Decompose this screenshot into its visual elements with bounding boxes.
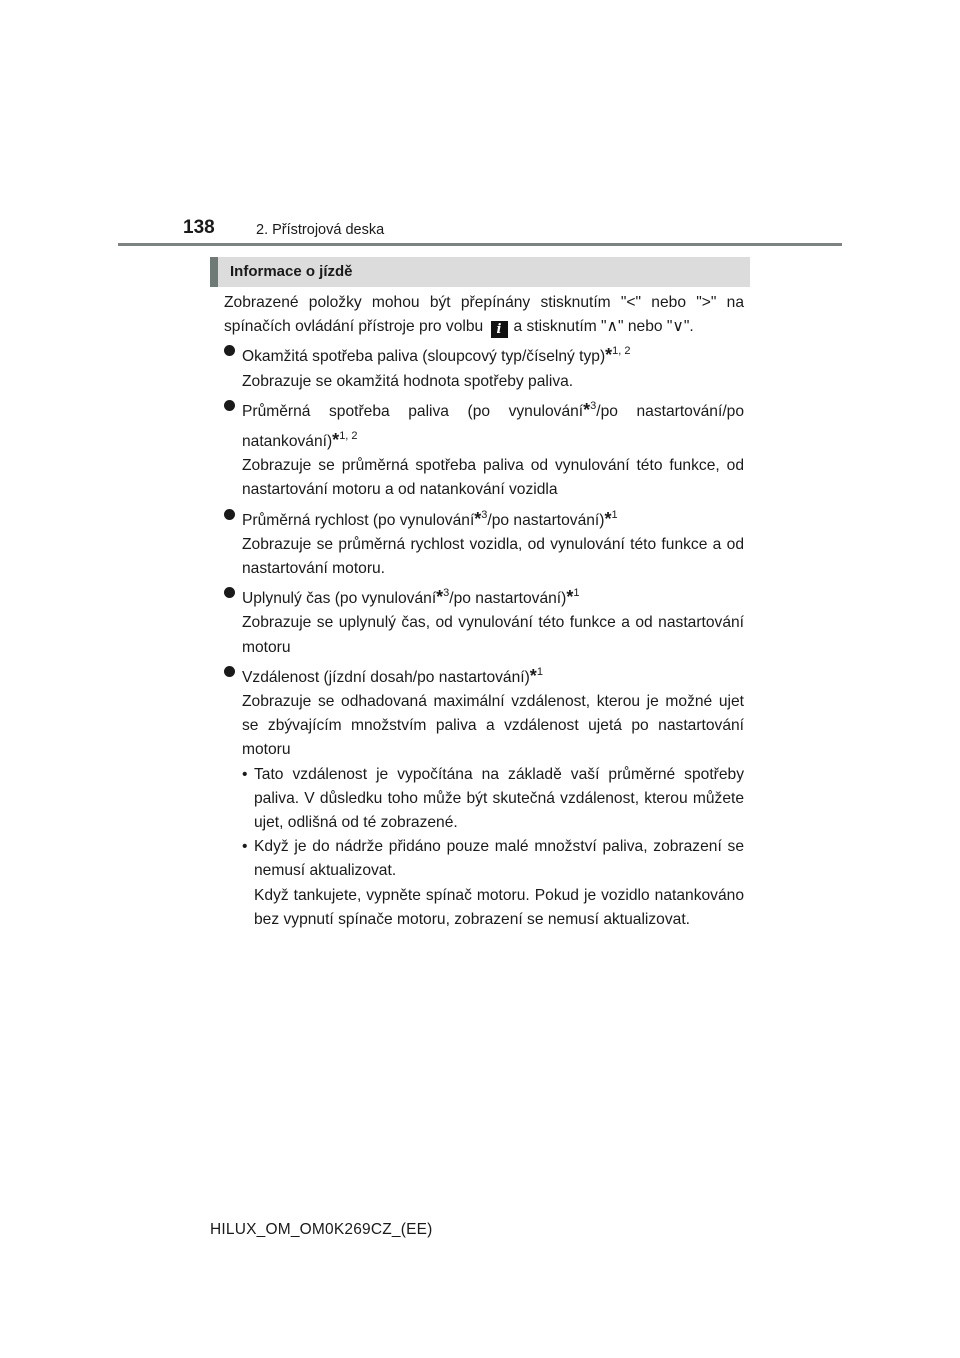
bullet-icon xyxy=(224,400,235,411)
sub-note xyxy=(224,763,744,836)
footnote-ref: 3 xyxy=(590,399,597,412)
header-rule xyxy=(118,243,842,246)
intro-text-start: Zobrazené položky mohou být přepínány stisknutím "<" nebo ">" na spínačích ovládání přístroje pro volbu xyxy=(224,294,744,336)
list-item-title xyxy=(224,503,744,533)
footnote-star: * xyxy=(332,430,340,451)
content xyxy=(224,291,744,932)
chapter-title: 2. Přístrojová deska xyxy=(256,222,385,238)
section-heading-box xyxy=(210,257,750,287)
footnote-ref: 1 xyxy=(573,587,580,600)
intro-text-end: a stisknutím "∧" nebo "∨". xyxy=(513,318,694,336)
item-title-text: Okamžitá spotřeba paliva (sloupcový typ/číselný typ) xyxy=(242,348,606,366)
footnote-star: * xyxy=(529,665,537,686)
list-item-description: Zobrazuje se uplynulý čas, od vynulování této funkce a od nastartování motoru xyxy=(242,614,744,656)
footnote-ref: 1, 2 xyxy=(339,430,358,443)
list-item-description: Zobrazuje se odhadovaná maximální vzdálenost, kterou je možné ujet se zbývajícím množstvím paliva a vzdálenost ujetá po nastartování motoru xyxy=(242,693,744,759)
list-item-title xyxy=(224,581,744,611)
item-title-text: Průměrná rychlost (po vynulování xyxy=(242,511,475,529)
footnote-ref: 1, 2 xyxy=(612,345,631,358)
footer-code: HILUX_OM_OM0K269CZ_(EE) xyxy=(210,1221,433,1238)
list-item-title xyxy=(224,660,744,690)
footnote-star: * xyxy=(436,587,444,608)
section-title: Informace o jízdě xyxy=(230,263,353,280)
info-icon: i xyxy=(491,321,508,338)
bullet-icon xyxy=(224,666,235,677)
bullet-icon xyxy=(224,587,235,598)
bullet-icon xyxy=(224,509,235,520)
item-title-text: /po nastartování) xyxy=(449,590,567,608)
footnote-star: * xyxy=(605,345,613,366)
item-title-text: /po nastartování/po natankování) xyxy=(242,402,744,451)
sub-bullet: • xyxy=(242,838,248,856)
footnote-ref: 1 xyxy=(611,508,618,521)
bullet-icon xyxy=(224,345,235,356)
item-title-text: /po nastartování) xyxy=(487,511,605,529)
sub-bullet: • xyxy=(242,765,248,783)
list-item-description: Zobrazuje se průměrná spotřeba paliva od vynulování této funkce, od nastartování motoru a od natankování vozidla xyxy=(242,457,744,499)
list-item-description: Zobrazuje se okamžitá hodnota spotřeby paliva. xyxy=(242,372,574,390)
footnote-star: * xyxy=(566,587,574,608)
list-item-title xyxy=(224,339,744,369)
sub-note xyxy=(224,835,744,883)
list-item-description: Zobrazuje se průměrná rychlost vozidla, od vynulování této funkce a od nastartování motoru. xyxy=(242,535,744,578)
footnote-star: * xyxy=(474,508,482,529)
sub-note-continuation: Když tankujete, vypněte spínač motoru. Pokud je vozidlo natankováno bez vypnutí spínače motoru, zobrazení se nemusí aktualizovat. xyxy=(254,886,744,928)
list-item-title xyxy=(224,394,744,454)
intro-paragraph xyxy=(224,291,744,339)
footnote-ref: 1 xyxy=(536,665,543,678)
footnote-star: * xyxy=(583,399,591,420)
item-title-text: Průměrná spotřeba paliva (po vynulování xyxy=(242,402,584,420)
footnote-ref: 3 xyxy=(481,508,488,521)
item-title-text: Vzdálenost (jízdní dosah/po nastartování) xyxy=(242,668,530,686)
sub-note-text: Když je do nádrže přidáno pouze malé množství paliva, zobrazení se nemusí aktualizovat. xyxy=(254,838,744,880)
footnote-star: * xyxy=(604,508,612,529)
sub-note-text: Tato vzdálenost je vypočítána na základě vaší průměrné spotřeby paliva. V důsledku toho může být skutečná vzdálenost, kterou můžete ujet, odlišná od té zobrazené. xyxy=(254,765,744,832)
footnote-ref: 3 xyxy=(443,587,450,600)
page-number: 138 xyxy=(183,217,215,238)
item-title-text: Uplynulý čas (po vynulování xyxy=(242,590,437,608)
